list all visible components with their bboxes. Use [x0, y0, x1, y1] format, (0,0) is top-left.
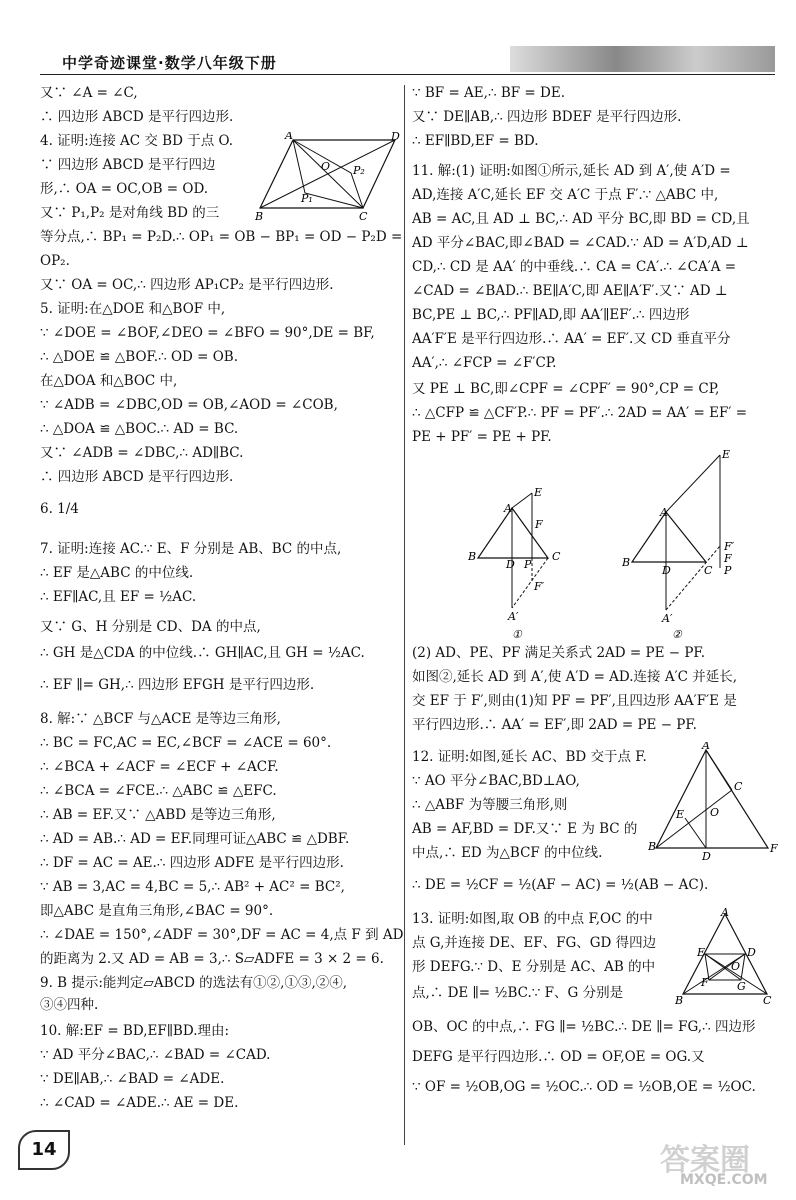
text-line: 点,∴ DE ∥= ½BC.∵ F、G 分别是 [412, 985, 624, 1001]
text-line: ∴ ∠CAD = ∠ADE.∴ AE = DE. [40, 1095, 239, 1111]
label-D: D [702, 850, 711, 862]
text-line: 6. 1/4 [40, 501, 79, 517]
label-B: B [622, 556, 631, 569]
column-divider [404, 85, 405, 1145]
label-C: C [763, 994, 772, 1007]
label-P: P [724, 564, 732, 577]
text-line: ∴ △DOA ≌ △BOC.∴ AD = BC. [40, 421, 239, 437]
label-D: D [747, 946, 756, 959]
text-line: ∴ ∠BCA + ∠ACF = ∠ECF + ∠ACF. [40, 759, 279, 775]
text-line: 平行四边形.∴ AA′ = EF′,即 2AD = PE − PF. [412, 717, 697, 733]
text-line: 5. 证明:在△DOE 和△BOF 中, [40, 301, 226, 317]
label-E: E [676, 808, 685, 821]
text-line: AD 平分∠BAC,即∠BAD = ∠CAD.∵ AD = A′D,AD ⊥ [412, 235, 749, 251]
label-P1: P₁ [301, 192, 313, 205]
text-line: 11. 解:(1) 证明:如图①所示,延长 AD 到 A′,使 A′D = [412, 163, 731, 179]
text-line: ∵ BF = AE,∴ BF = DE. [412, 85, 565, 101]
text-line: 形 DEFG.∵ D、E 分别是 AC、AB 的中 [412, 959, 656, 975]
label-B: B [468, 550, 477, 563]
text-line: 8. 解:∵ △BCF 与△ACE 是等边三角形, [40, 711, 281, 727]
label-P: P [524, 558, 532, 571]
label-F-prime: F′ [534, 580, 545, 593]
header-title: 中学奇迹课堂·数学八年级下册 [62, 54, 277, 72]
text-line: ∵ OF = ½OB,OG = ½OC.∴ OD = ½OB,OE = ½OC. [412, 1079, 756, 1095]
text-line: OB、OC 的中点,∴ FG ∥= ½BC.∴ DE ∥= FG,∴ 四边形 [412, 1019, 756, 1035]
text-line: 形,∴ OA = OC,OB = OD. [40, 181, 209, 197]
text-line: ∴ △DOE ≌ △BOF.∴ OD = OB. [40, 349, 239, 365]
label-A: A [660, 506, 668, 519]
figure-number: ① [512, 628, 522, 641]
text-line: ③④四种. [40, 997, 99, 1013]
label-A: A [285, 132, 293, 142]
text-line: ∴ EF 是△ABC 的中位线. [40, 565, 194, 581]
label-A: A [702, 742, 710, 752]
label-G: G [737, 980, 746, 993]
text-line: ∴ BC = FC,AC = EC,∠BCF = ∠ACE = 60°. [40, 735, 332, 751]
label-D: D [506, 558, 515, 571]
label-A-prime: A′ [662, 612, 673, 625]
text-line: ∵ 四边形 ABCD 是平行四边 [40, 157, 216, 173]
text-line: CD,∴ CD 是 AA′ 的中垂线.∴ CA = CA′.∴ ∠CA′A = [412, 259, 737, 275]
text-line: 又∵ P₁,P₂ 是对角线 BD 的三 [40, 205, 220, 221]
label-B: B [255, 210, 264, 222]
text-line: 在△DOA 和△BOC 中, [40, 373, 178, 389]
text-line: 点 G,并连接 DE、EF、FG、GD 得四边 [412, 935, 657, 951]
label-C: C [359, 210, 368, 222]
figure-13 [675, 908, 775, 1008]
figure-parallelogram-4 [255, 132, 405, 222]
label-F-prime: F′ [724, 540, 735, 553]
text-line: ∴ 四边形 ABCD 是平行四边形. [40, 109, 234, 125]
label-F: F [724, 552, 732, 565]
header-rule [40, 74, 775, 75]
text-line: 等分点,∴ BP₁ = P₂D.∴ OP₁ = OB − BP₁ = OD − P₂D = [40, 229, 403, 245]
text-line: 即△ABC 是直角三角形,∠BAC = 90°. [40, 903, 274, 919]
text-line: ∴ EF∥AC,且 EF = ½AC. [40, 589, 197, 605]
label-D: D [391, 132, 400, 143]
text-line: AA′F′E 是平行四边形.∴ AA′ = EF′.又 CD 垂直平分 [412, 331, 731, 347]
label-A: A [504, 502, 512, 515]
watermark-logo: 答案圈 [660, 1143, 750, 1178]
text-line: AB = AC,且 AD ⊥ BC,∴ AD 平分 BC,即 BD = CD,且 [412, 211, 750, 227]
label-C: C [552, 550, 561, 563]
text-line: 10. 解:EF = BD,EF∥BD.理由: [40, 1023, 230, 1039]
text-line: ∴ EF ∥= GH,∴ 四边形 EFGH 是平行四边形. [40, 677, 315, 693]
label-E: E [722, 450, 731, 461]
text-line: ∴ 四边形 ABCD 是平行四边形. [40, 469, 234, 485]
page-number: 14 [18, 1130, 70, 1170]
label-C: C [734, 780, 743, 793]
figure-number: ② [672, 628, 682, 641]
text-line: ∵ ∠DOE = ∠BOF,∠DEO = ∠BFO = 90°,DE = BF, [40, 325, 375, 341]
label-C: C [704, 564, 713, 577]
text-line: ∴ EF∥BD,EF = BD. [412, 133, 539, 149]
text-line: ∴ DF = AC = AE.∴ 四边形 ADFE 是平行四边形. [40, 855, 344, 871]
text-line: 交 EF 于 F′,则由(1)知 PF = PF′,且四边形 AA′F′E 是 [412, 693, 737, 709]
text-line: AA′,∴ ∠FCP = ∠F′CP. [412, 355, 557, 371]
label-O: O [321, 160, 331, 173]
text-line: BC,PE ⊥ BC,∴ PF∥AD,即 AA′∥EF′.∴ 四边形 [412, 307, 690, 323]
text-line: AD,连接 A′C,延长 EF 交 A′C 于点 F′.∵ △ABC 中, [412, 187, 719, 203]
text-line: OP₂. [40, 253, 70, 269]
figure-11-1 [468, 488, 578, 643]
text-line: 7. 证明:连接 AC.∵ E、F 分别是 AB、BC 的中点, [40, 541, 342, 557]
label-E: E [534, 488, 543, 499]
text-line: ∴ DE = ½CF = ½(AF − AC) = ½(AB − AC). [412, 877, 709, 893]
label-A-prime: A′ [508, 610, 519, 623]
text-line: AB = AF,BD = DF.又∵ E 为 BC 的 [412, 821, 638, 837]
text-line: PE + PF′ = PE + PF. [412, 429, 552, 445]
text-line: DEFG 是平行四边形.∴ OD = OF,OE = OG.又 [412, 1049, 705, 1065]
text-line: ∴ AD = AB.∴ AD = EF.同理可证△ABC ≌ △DBF. [40, 831, 350, 847]
text-line: ∵ AO 平分∠BAC,BD⊥AO, [412, 773, 580, 789]
text-line: 9. B 提示:能判定▱ABCD 的选法有①②,①③,②④, [40, 975, 348, 991]
text-line: 又∵ ∠ADB = ∠DBC,∴ AD∥BC. [40, 445, 244, 461]
label-E: E [697, 946, 706, 959]
text-line: ∴ △ABF 为等腰三角形,则 [412, 797, 568, 813]
text-line: (2) AD、PE、PF 满足关系式 2AD = PE − PF. [412, 645, 705, 661]
text-line: ∵ AD 平分∠BAC,∴ ∠BAD = ∠CAD. [40, 1047, 271, 1063]
figure-11-2 [622, 450, 742, 645]
text-line: ∴ GH 是△CDA 的中位线.∴ GH∥AC,且 GH = ½AC. [40, 645, 365, 661]
label-O: O [731, 960, 741, 973]
text-line: ∴ AB = EF.又∵ △ABD 是等边三角形, [40, 807, 276, 823]
text-line: 又∵ G、H 分别是 CD、DA 的中点, [40, 619, 261, 635]
text-line: ∠CAD = ∠BAD.∴ BE∥A′C,即 AE∥A′F′.又∵ AD ⊥ [412, 283, 728, 299]
text-line: 的距离为 2.又 AD = AB = 3,∴ S▱ADFE = 3 × 2 = 6. [40, 951, 384, 967]
text-line: ∴ △CFP ≌ △CF′P.∴ PF = PF′.∴ 2AD = AA′ = EF′ = [412, 405, 748, 421]
text-line: 如图②,延长 AD 到 A′,使 A′D = AD.连接 A′C 并延长, [412, 669, 738, 685]
text-line: ∴ ∠BCA = ∠FCE.∴ △ABC ≌ △EFC. [40, 783, 277, 799]
label-F: F [535, 518, 543, 531]
text-line: 12. 证明:如图,延长 AC、BD 交于点 F. [412, 749, 647, 765]
label-B: B [675, 994, 684, 1007]
text-line: 又 PE ⊥ BC,即∠CPF = ∠CPF′ = 90°,CP = CP, [412, 381, 720, 397]
text-line: ∵ AB = 3,AC = 4,BC = 5,∴ AB² + AC² = BC², [40, 879, 345, 895]
text-line: ∵ ∠ADB = ∠DBC,OD = OB,∠AOD = ∠COB, [40, 397, 338, 413]
text-line: 13. 证明:如图,取 OB 的中点 F,OC 的中 [412, 911, 653, 927]
label-D: D [662, 564, 671, 577]
text-line: ∵ DE∥AB,∴ ∠BAD = ∠ADE. [40, 1071, 225, 1087]
text-line: 中点,∴ ED 为△BCF 的中位线. [412, 845, 603, 861]
figure-12 [648, 742, 778, 862]
text-line: ∴ ∠DAE = 150°,∠ADF = 30°,DF = AC = 4,点 F 到 AD [40, 927, 404, 943]
label-F: F [701, 976, 709, 989]
text-line: 又∵ DE∥AB,∴ 四边形 BDEF 是平行四边形. [412, 109, 682, 125]
label-P2: P₂ [353, 164, 365, 177]
label-B: B [648, 840, 657, 853]
label-A: A [721, 908, 729, 919]
watermark-url: MXQE.COM [680, 1172, 768, 1188]
label-O: O [710, 806, 720, 819]
page-header [40, 44, 775, 78]
text-line: 又∵ OA = OC,∴ 四边形 AP₁CP₂ 是平行四边形. [40, 277, 334, 293]
header-banner-image [510, 46, 775, 72]
text-line: 又∵ ∠A = ∠C, [40, 85, 138, 101]
text-line: 4. 证明:连接 AC 交 BD 于点 O. [40, 133, 234, 149]
label-F: F [770, 842, 778, 855]
